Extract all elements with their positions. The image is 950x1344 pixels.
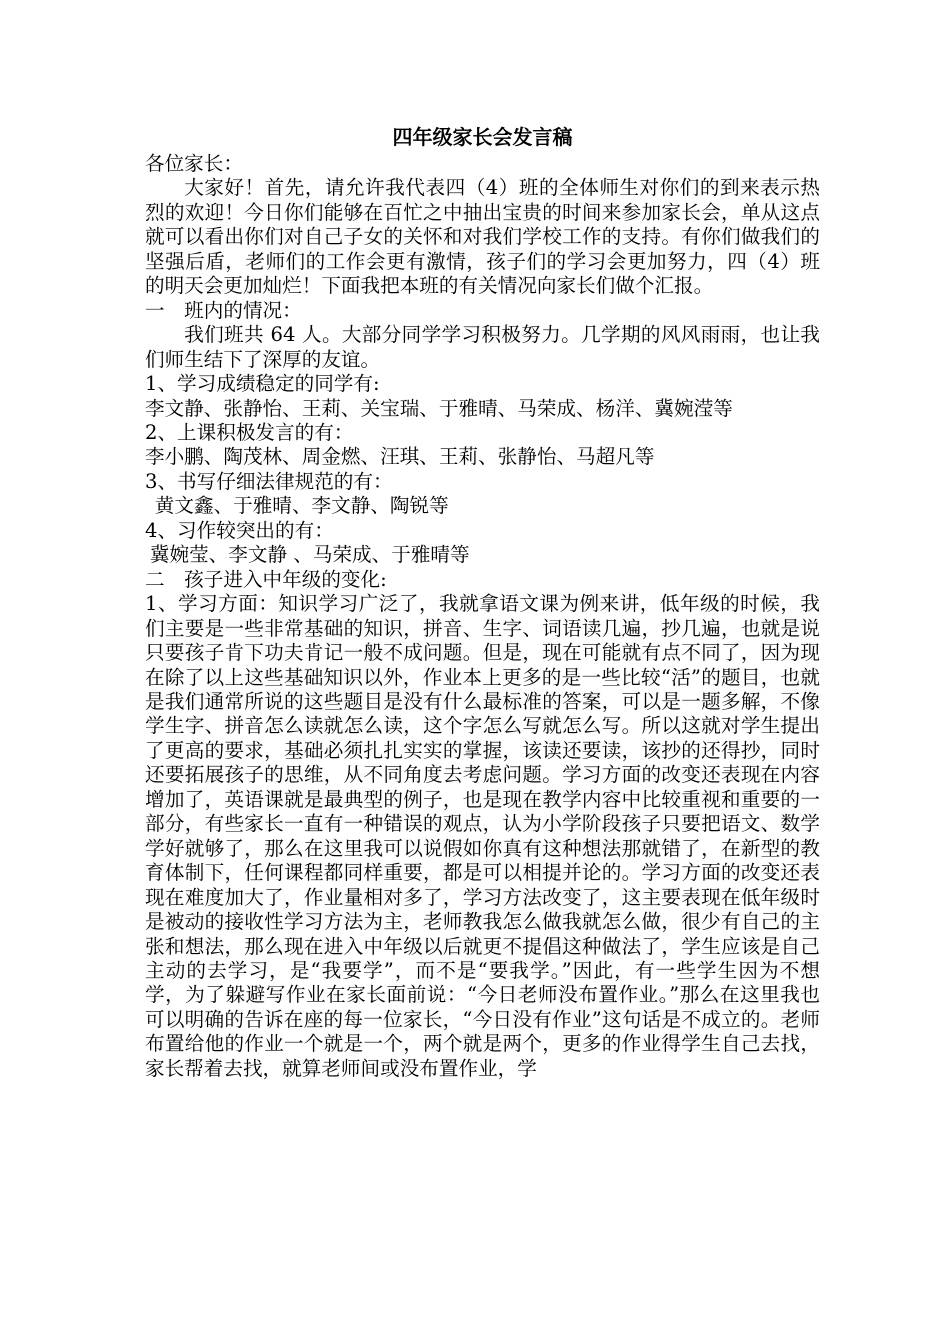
- section1-heading: 一 班内的情况：: [145, 298, 302, 322]
- section2-heading: 二 孩子进入中年级的变化:: [145, 567, 387, 591]
- item4-names: 冀婉莹、李文静 、马荣成、于雅晴等: [149, 543, 470, 567]
- item1-heading: 1、学习成绩稳定的同学有:: [145, 372, 380, 396]
- item3-heading: 3、书写仔细法律规范的有：: [145, 469, 393, 493]
- item4-heading: 4、习作较突出的有：: [145, 518, 334, 542]
- section2-body: 1、学习方面：知识学习广泛了，我就拿语文课为例来讲，低年级的时候，我们主要是一些非常基础的知识，拼音、生字、词语读几遍，抄几遍，也就是说只要孩子肯下功夫肯记一般不成问题。但是，现在可能就有点不同了，因为现在除了以上这些基础知识以外，作业本上更多的是一些比较“活”的题目，也就是我们通常所说的这些题目是没有什么最标准的答案，可以是一题多解，不像学生字、拼音怎么读就怎么读，这个字怎么写就怎么写。所以这就对学生提出了更高的要求，基础必须扎扎实实的掌握，该读还要读，该抄的还得抄，同时还要拓展孩子的思维，从不同角度去考虑问题。学习方面的改变还表现在内容增加了，英语课就是最典型的例子，也是现在教学内容中比较重视和重要的一部分，有些家长一直有一种错误的观点，认为小学阶段孩子只要把语文、数学学好就够了，那么在这里我可以说假如你真有这种想法那就错了，在新型的教育体制下，任何课程都同样重要，都是可以相提并论的。学习方面的改变还表现在难度加大了，作业量相对多了，学习方法改变了，这主要表现在低年级时是被动的接收性学习方法为主，老师教我怎么做我就怎么做，很少有自己的主张和想法，那么现在进入中年级以后就更不提倡这种做法了，学生应该是自己主动的去学习，是“我要学”，而不是“要我学。”因此，有一些学生因为不想学，为了躲避写作业在家长面前说：“今日老师没布置作业。”那么在这里我也可以明确的告诉在座的每一位家长，“今日没有作业”这句话是不成立的。老师布置给他的作业一个就是一个，两个就是两个，更多的作业得学生自己去找，家长帮着去找，就算老师间或没布置作业，学: [145, 592, 820, 1080]
- document-page: [145, 122, 820, 1081]
- intro-paragraph: 大家好！首先，请允许我代表四（4）班的全体师生对你们的到来表示热烈的欢迎！今日你们能够在百忙之中抽出宝贵的时间来参加家长会，单从这点就可以看出你们对自己子女的关怀和对我们学校工作的支持。有你们做我们的坚强后盾，老师们的工作会更有激情，孩子们的学习会更加努力，四（4）班的明天会更加灿烂！下面我把本班的有关情况向家长们做个汇报。: [145, 176, 820, 298]
- item2-names: 李小鹏、陶茂林、周金燃、汪琪、王莉、张静怡、马超凡等: [145, 445, 655, 469]
- document-title: 四年级家长会发言稿: [392, 125, 573, 149]
- item3-names: 黄文鑫、于雅晴、李文静、陶锐等: [154, 494, 449, 518]
- greeting: 各位家长：: [145, 152, 243, 175]
- section1-intro: 我们班共 64 人。大部分同学学习积极努力。几学期的风风雨雨，也让我们师生结下了深厚的友谊。: [145, 323, 820, 371]
- item1-names: 李文静、张静怡、王莉、关宝瑞、于雅晴、马荣成、杨洋、冀婉滢等: [145, 396, 733, 420]
- item2-heading: 2、上课积极发言的有：: [145, 420, 354, 444]
